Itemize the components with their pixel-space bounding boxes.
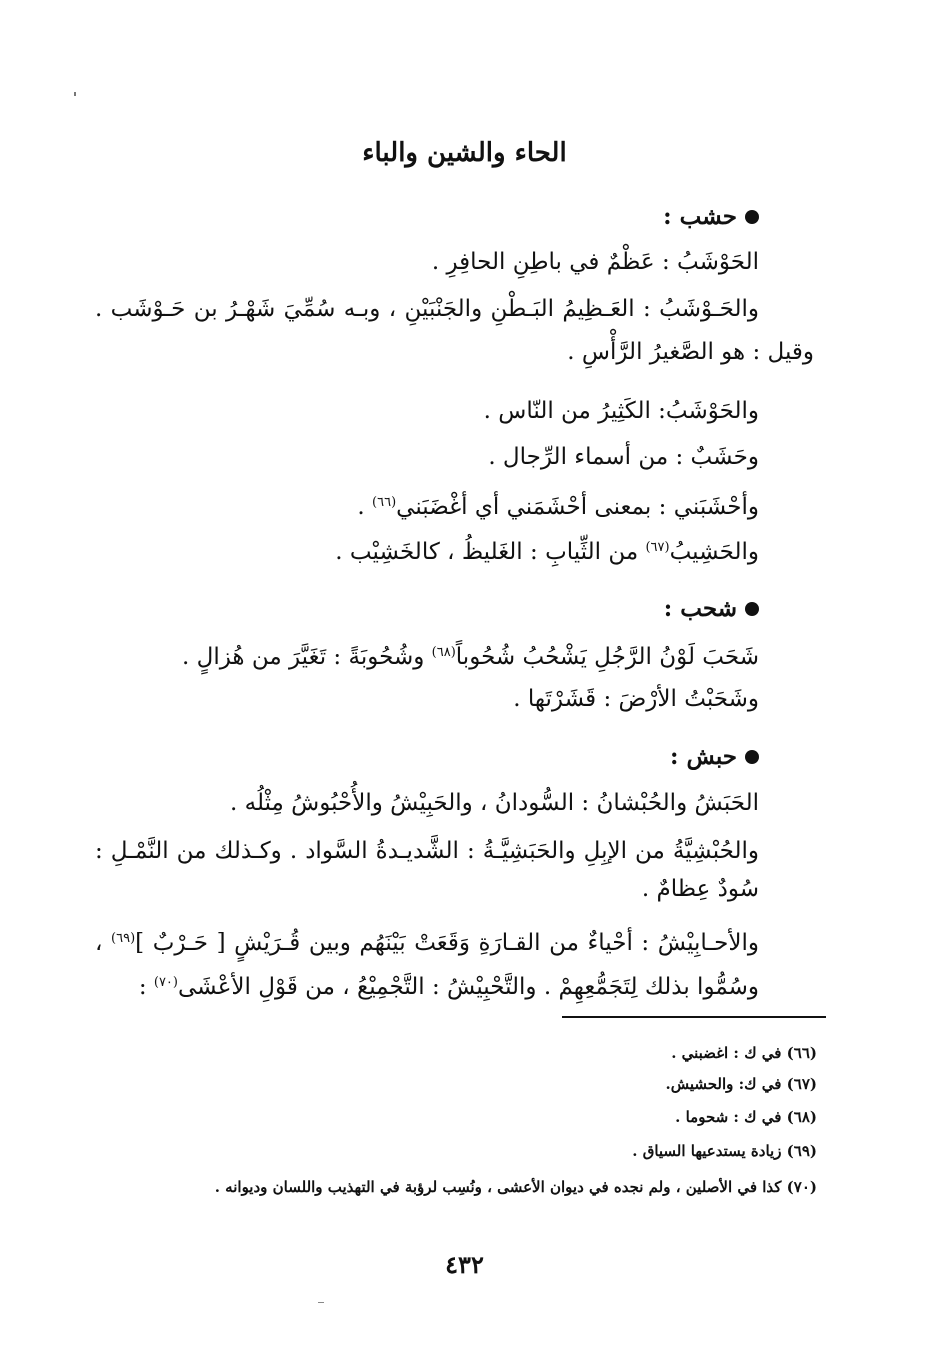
- entry-head-shahab: [664, 592, 759, 626]
- footnote: (٦٧) في ك: والحشيش.: [665, 1075, 817, 1093]
- scan-mark: [74, 92, 76, 96]
- entry-line: والحَوْشَبُ: الكَثِيرُ من النّاس .: [483, 398, 759, 424]
- footnote-ref: (٧٠): [153, 975, 178, 990]
- footnote: (٦٨) في ك : شحوما .: [675, 1108, 817, 1126]
- period: .: [357, 494, 373, 520]
- footnote-ref: (٦٩): [111, 931, 136, 946]
- entry-head-habash: [670, 740, 759, 774]
- footnote: (٧٠) كذا في الأصلين ، ولم نجده في ديوان الأعشى ، ونُسِب لرؤبة في التهذيب واللسان وديوانه .: [214, 1178, 817, 1196]
- entry-text: من الثِّيابِ : الغَليظُ ، كالخَشِيْب .: [335, 539, 639, 565]
- entry-line: وشَحَبْتُ الأرْضَ : قَشَرْتَها .: [513, 686, 759, 712]
- entry-line-with-note: [182, 636, 759, 674]
- entry-line-with-note: [335, 531, 759, 569]
- entry-text: وأحْشَبَني : بمعنى أحْشَمَني أي أغْضَبَني: [396, 494, 759, 520]
- entry-text: شَحَبَ لَوْنُ الرَّجُلِ يَشْحُبُ شُحُوباً: [455, 644, 759, 670]
- footnote: (٦٦) في ك : اغضبني .: [671, 1044, 817, 1062]
- entry-text: :: [138, 974, 147, 1000]
- entry-line: وحَشَبٌ : من أسماء الرِّجال .: [488, 444, 759, 470]
- footnote-ref: (٦٨): [431, 645, 456, 660]
- entry-text: ،: [95, 930, 103, 956]
- bullet-icon: [745, 210, 759, 224]
- entry-text: وسُمُّوا بذلك لِتَجَمُّعِهِمْ . والتَّحْبِيْشُ : التَّجْمِيْعُ ، من قَوْلِ الأعْشَى: [178, 974, 759, 1000]
- bullet-icon: [745, 602, 759, 616]
- entry-line: سُودٌ عِظامٌ .: [641, 876, 759, 902]
- entry-line-with-note: [357, 486, 759, 524]
- entry-text: [424, 644, 431, 670]
- footnote-separator: [562, 1016, 826, 1018]
- entry-line-with-note: [139, 966, 759, 1004]
- footnote: (٦٩) زيادة يستدعيها السياق .: [632, 1142, 817, 1160]
- entry-line-with-note: [95, 922, 759, 960]
- entry-head-label: حبش :: [670, 743, 737, 770]
- entry-line: والحَـوْشَبُ : العَـظِيمُ البَـطْنِ والجَنْبَيْنِ ، وبـه سُمِّيَ شَهْـرُ بن حَـوْشَب .: [95, 296, 759, 322]
- entry-line: الحَبَشُ والحُبْشانُ : السُّودانُ ، والحَبِيْشُ والأُحْبُوشُ مِثْلُه .: [230, 790, 759, 816]
- entry-line: وقيل : هو الصَّغيرُ الرَّأْسِ .: [567, 339, 814, 365]
- entry-line: والحُبْشِيَّةُ من الإبِلِ والحَبَشِيَّـةُ : الشَّديـدةُ السَّواد . وكـذلك من النَّمْـلِ :: [95, 838, 759, 864]
- entry-text: والحَشِيبُ: [669, 539, 759, 565]
- entry-head-label: شحب :: [663, 595, 737, 622]
- page-number: ٤٣٢: [445, 1250, 484, 1279]
- entry-head-hashab: [663, 200, 759, 234]
- entry-head-label: حشب :: [663, 203, 737, 230]
- footnote-ref: (٦٦): [372, 495, 397, 510]
- entry-text: وشُحُوبَةً : تَغَيَّرَ من هُزالٍ .: [182, 644, 425, 670]
- entry-text: والأحـابِيْشُ : أحْياءٌ من القـارَةِ وَقَعَتْ بَيْنَهُم وبين قُـرَيْشٍ [ حَـرْبٌ ]: [135, 930, 760, 956]
- entry-line: الحَوْشَبُ : عَظْمٌ في باطِنِ الحافِرِ .: [431, 249, 759, 275]
- scan-mark: [318, 1302, 324, 1303]
- bullet-icon: [745, 750, 759, 764]
- page-title: الحاء والشين والباء: [362, 138, 567, 168]
- footnote-ref: (٦٧): [645, 540, 670, 555]
